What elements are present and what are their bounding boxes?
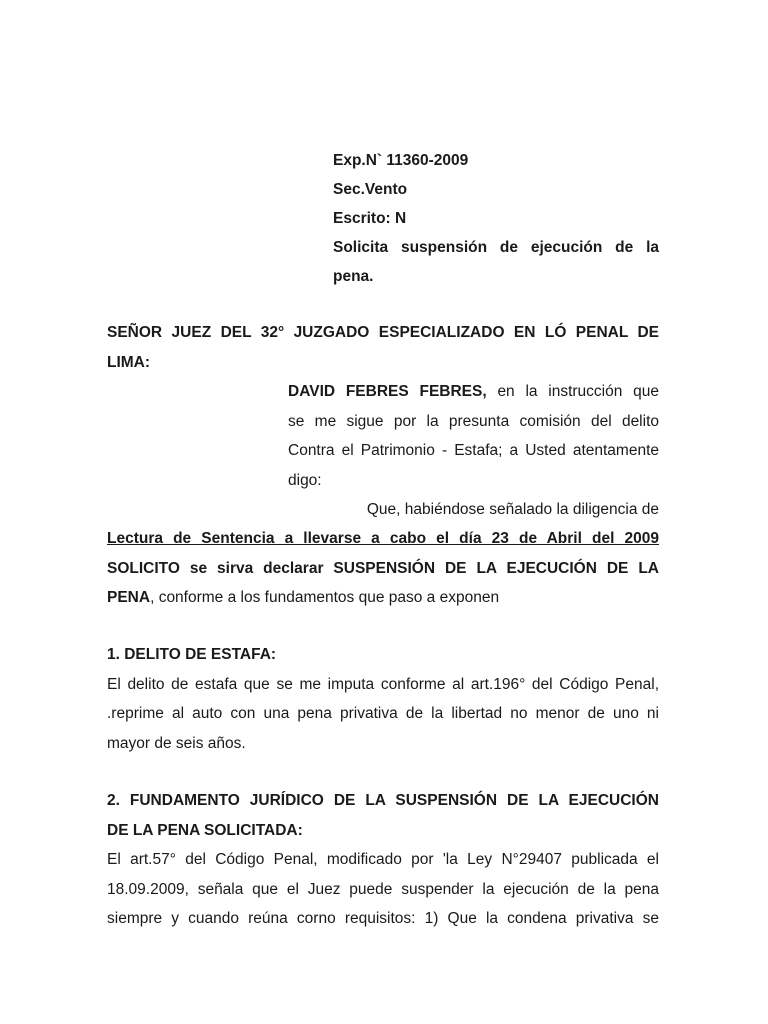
addressee-line-2: LIMA: [107, 353, 151, 371]
secretary: Sec.Vento [333, 181, 408, 198]
intro-line-1-rest: en la instrucción que [486, 383, 659, 400]
addressee [107, 318, 659, 377]
intro-line-5: Que, habiéndose señalado la diligencia de [366, 501, 659, 518]
petitioner-name: DAVID FEBRES FEBRES, [288, 383, 487, 400]
section-2-line-1: El art.57° del Código Penal, modificado por 'la Ley N°29407 publicada el [107, 851, 659, 868]
intro-line-4: digo: [288, 471, 322, 489]
section-2-heading-1: 2. FUNDAMENTO JURÍDICO DE LA SUSPENSIÓN DE LA EJECUCIÓN [107, 792, 659, 809]
filing-number: Escrito: N [333, 210, 407, 227]
section-2-line-2: 18.09.2009, señala que el Juez puede suspender la ejecución de la pena [107, 880, 659, 898]
request-line-1: Lectura de Sentencia a llevarse a cabo el día 23 de Abril del 2009 [107, 530, 659, 547]
section-2-line-3: siempre y cuando reúna corno requisitos: 1) Que la condena privativa se [107, 910, 659, 927]
section-2-heading-2: DE LA PENA SOLICITADA: [107, 821, 303, 839]
section-1-line-1: El delito de estafa que se me imputa conforme al art.196° del Código Penal, [107, 675, 659, 693]
section-2 [107, 786, 659, 934]
section-1-heading: 1. DELITO DE ESTAFA: [107, 646, 277, 663]
summary-line-1: Solicita suspensión de ejecución de la [333, 239, 659, 256]
request-pena: PENA [107, 589, 151, 606]
section-1-line-2: .reprime al auto con una pena privativa de la libertad no menor de uno ni [107, 705, 659, 722]
section-1 [107, 640, 659, 758]
section-1-line-3: mayor de seis años. [107, 734, 246, 752]
addressee-line-1: SEÑOR JUEZ DEL 32° JUZGADO ESPECIALIZADO EN LÓ PENAL DE [107, 324, 659, 341]
summary-line-2: pena. [333, 268, 374, 285]
request-line-3-rest: , conforme a los fundamentos que paso a exponen [150, 589, 500, 606]
intro-line-1 [288, 377, 659, 407]
request-line-2: SOLICITO se sirva declarar SUSPENSIÓN DE LA EJECUCIÓN DE LA [107, 559, 659, 577]
request-line-3 [107, 583, 659, 613]
request-paragraph [107, 524, 659, 613]
intro-line-3: Contra el Patrimonio - Estafa; a Usted atentamente [288, 442, 659, 459]
case-header [333, 146, 659, 291]
intro-line-2: se me sigue por la presunta comisión del delito [288, 412, 659, 430]
intro-paragraph [288, 377, 659, 525]
case-number: Exp.N` 11360-2009 [333, 152, 469, 169]
